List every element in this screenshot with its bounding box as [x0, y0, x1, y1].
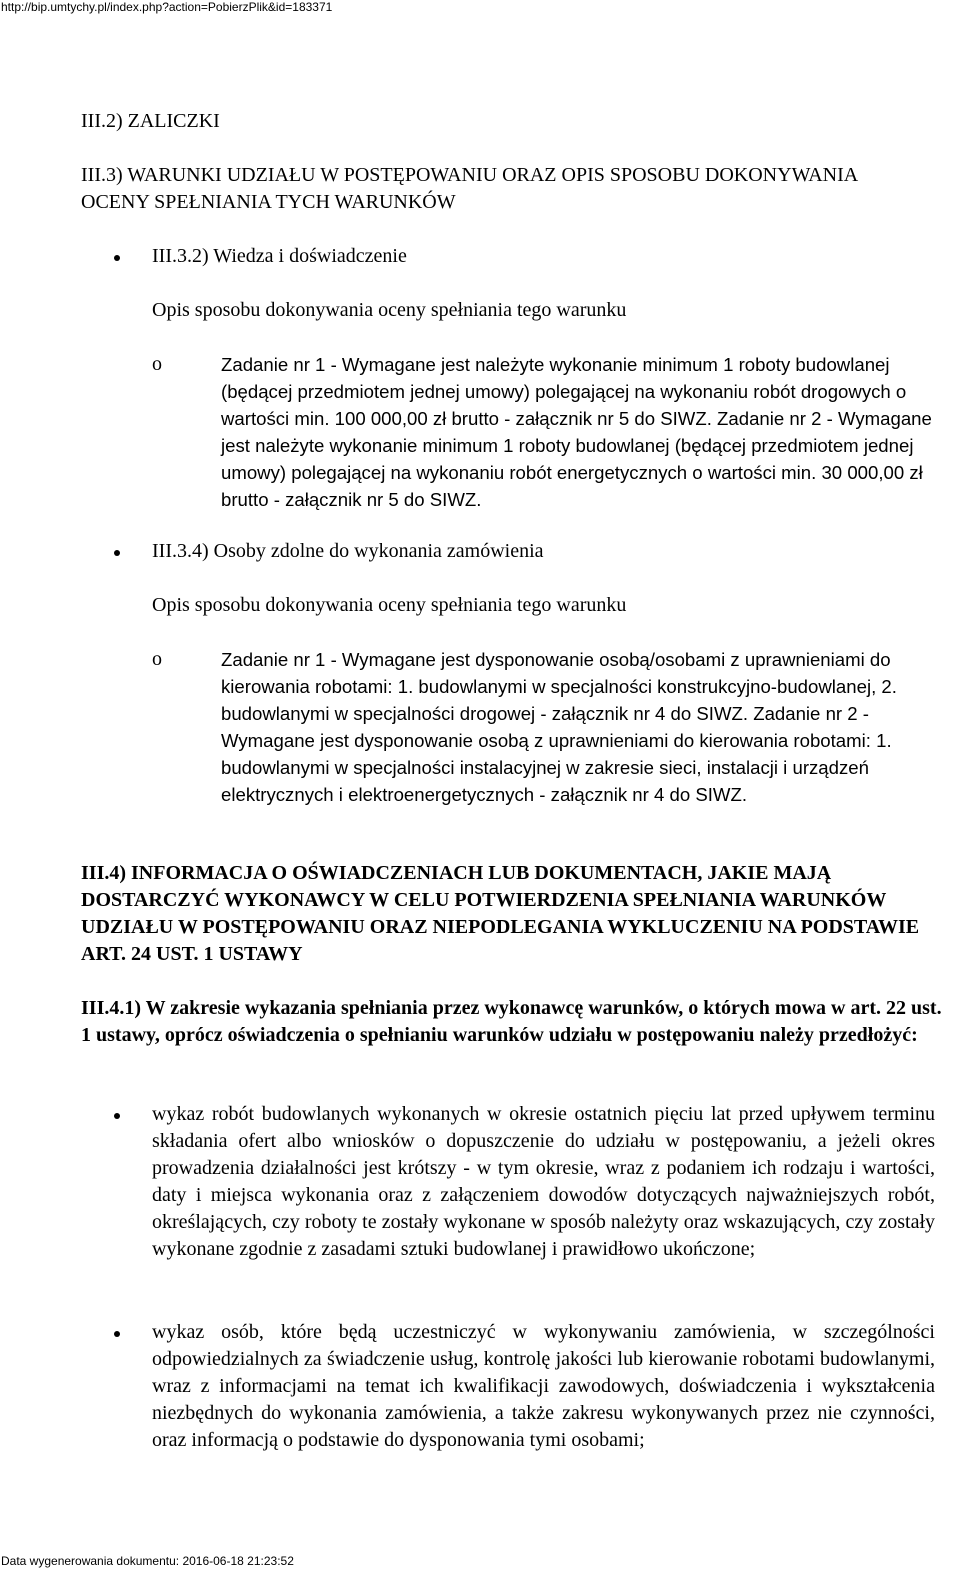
sub-item-text: Zadanie nr 1 - Wymagane jest dysponowanie osobą/osobami z uprawnieniami do kierowania robotami: 1. budowlanymi w specjalności konstrukcyjno-budowlanej, 2. budowlanymi w specjalności drogowej - załącznik nr 4 do SIWZ. Zadanie nr 2 - Wymagane jest dysponowanie osobą z uprawnieniami do kierowania robotami: 1. budowlanymi w specjalności instalacyjnej w zakresie sieci, instalacji i urządzeń elektrycznych i elektroenergetycznych - załącznik nr 4 do SIWZ. [221, 649, 897, 805]
sub-bullet-icon: o [152, 648, 162, 670]
list-item: wykaz osób, które będą uczestniczyć w wykonywaniu zamówienia, w szczególności odpowiedzialnych za świadczenie usług, kontrolę jakości lub kierowanie robotami budowlanymi, wraz z informacjami na temat ich kwalifikacji zawodowych, doświadczenia i wykształcenia niezbędnych do wykonania zamówienia, a także zakresu wykonywanych przez nie czynności, oraz informacją o podstawie do dysponowania tymi osobami; [152, 1321, 935, 1451]
item-description-label: Opis sposobu dokonywania oceny spełniania tego warunku [152, 594, 627, 616]
bullet-icon [114, 1331, 120, 1337]
item-title: III.3.2) Wiedza i doświadczenie [152, 245, 407, 267]
section-informacja-title: III.4) INFORMACJA O OŚWIADCZENIACH LUB DOKUMENTACH, JAKIE MAJĄ DOSTARCZYĆ WYKONAWCY W CELU POTWIERDZENIA SPEŁNIANIA WARUNKÓW UDZIAŁU W POSTĘPOWANIU ORAZ NIEPODLEGANIA WYKLUCZENIU NA PODSTAWIE ART. 24 UST. 1 USTAWY [81, 862, 920, 965]
generation-date: Data wygenerowania dokumentu: 2016-06-18 21:23:52 [1, 1554, 294, 1568]
list-item: wykaz robót budowlanych wykonanych w okresie ostatnich pięciu lat przed upływem terminu składania ofert albo wniosków o dopuszczenie do udziału w postępowaniu, a jeżeli okres prowadzenia działalności jest krótszy - w tym okresie, wraz z podaniem ich rodzaju i wartości, daty i miejsca wykonania oraz z załączeniem dowodów dotyczących najważniejszych robót, określających, czy roboty te zostały wykonane w sposób należyty oraz wskazujących, czy zostały wykonane zgodnie z zasadami sztuki budowlanej i prawidłowo ukończone; [152, 1103, 935, 1260]
bullet-icon [114, 1113, 120, 1119]
bullet-icon [114, 255, 120, 261]
section-zaliczki: III.2) ZALICZKI [81, 110, 220, 132]
sub-item-text: Zadanie nr 1 - Wymagane jest należyte wykonanie minimum 1 roboty budowlanej (będącej przedmiotem jednej umowy) polegającej na wykonaniu robót drogowych o wartości min. 100 000,00 zł brutto - załącznik nr 5 do SIWZ. Zadanie nr 2 - Wymagane jest należyte wykonanie minimum 1 roboty budowlanej (będącej przedmiotem jednej umowy) polegającej na wykonaniu robót energetycznych o wartości min. 30 000,00 zł brutto - załącznik nr 5 do SIWZ. [221, 354, 932, 510]
sub-bullet-icon: o [152, 353, 162, 375]
bullet-icon [114, 550, 120, 556]
item-title: III.3.4) Osoby zdolne do wykonania zamówienia [152, 540, 544, 562]
item-description-label: Opis sposobu dokonywania oceny spełniania tego warunku [152, 299, 627, 321]
section-informacja-subtitle: III.4.1) W zakresie wykazania spełniania przez wykonawcę warunków, o których mowa w art. 22 ust. 1 ustawy, oprócz oświadczenia o spełnianiu warunków udziału w postępowaniu należy przedłożyć: [81, 997, 942, 1046]
section-warunki-title: III.3) WARUNKI UDZIAŁU W POSTĘPOWANIU ORAZ OPIS SPOSOBU DOKONYWANIA OCENY SPEŁNIANIA TYCH WARUNKÓW [81, 164, 858, 213]
source-url: http://bip.umtychy.pl/index.php?action=PobierzPlik&id=183371 [1, 0, 333, 14]
